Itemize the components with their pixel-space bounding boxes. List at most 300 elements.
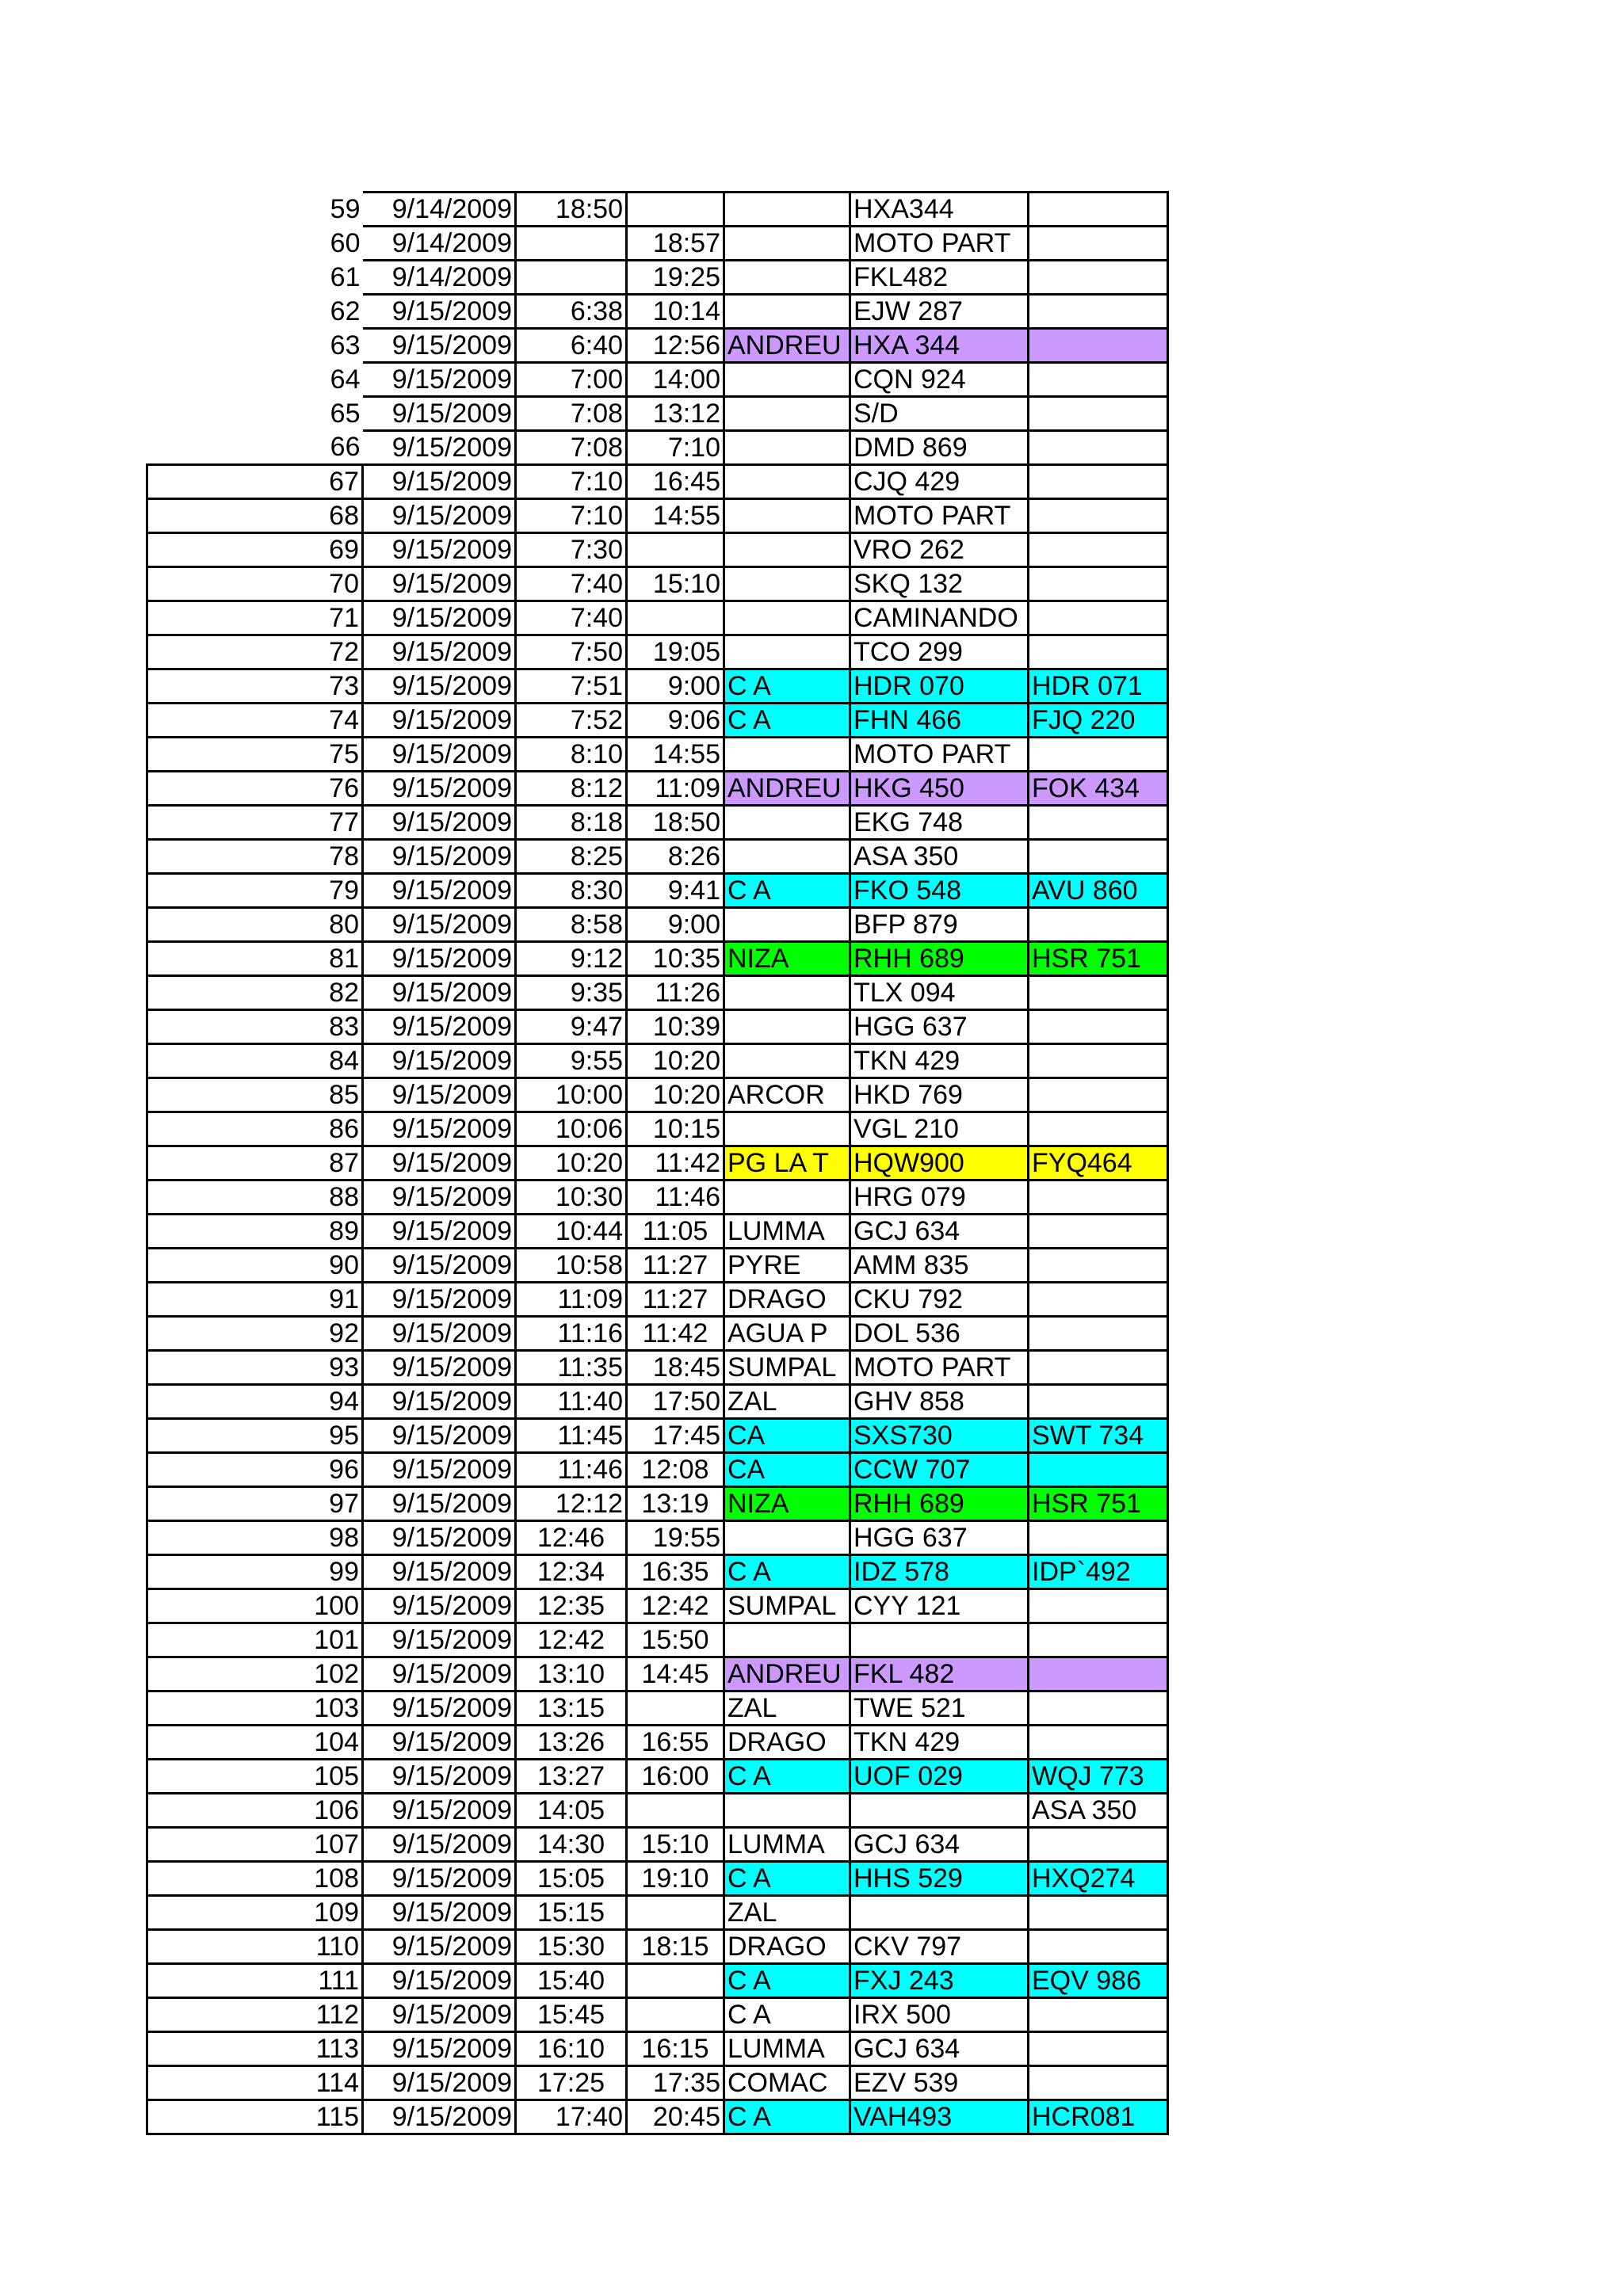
- row-number-cell: 90: [147, 1249, 363, 1283]
- plate-cell: TLX 094: [850, 976, 1029, 1010]
- plate-cell: [850, 1896, 1029, 1930]
- secondary-plate-cell: [1029, 1044, 1168, 1078]
- company-cell: [724, 499, 850, 533]
- row-number-cell: 102: [147, 1657, 363, 1691]
- secondary-plate-cell: [1029, 1385, 1168, 1419]
- row-number-cell: 82: [147, 976, 363, 1010]
- entry-time-cell: 17:40: [516, 2100, 627, 2134]
- date-cell: 9/15/2009: [363, 1691, 516, 1726]
- table-row: [147, 1146, 1168, 1180]
- table-row: [147, 465, 1168, 499]
- plate-cell: CCW 707: [850, 1453, 1029, 1487]
- plate-cell: CQN 924: [850, 363, 1029, 397]
- company-cell: [724, 227, 850, 261]
- entry-time-cell: 11:16: [516, 1317, 627, 1351]
- date-cell: 9/15/2009: [363, 1010, 516, 1044]
- secondary-plate-cell: [1029, 465, 1168, 499]
- row-number-cell: 114: [147, 2066, 363, 2100]
- entry-time-cell: 9:47: [516, 1010, 627, 1044]
- exit-time-cell: 10:20: [627, 1078, 724, 1112]
- row-number-cell: 67: [147, 465, 363, 499]
- exit-time-cell: 11:26: [627, 976, 724, 1010]
- secondary-plate-cell: [1029, 1215, 1168, 1249]
- company-cell: NIZA: [724, 1487, 850, 1521]
- company-cell: CA: [724, 1453, 850, 1487]
- secondary-plate-cell: [1029, 295, 1168, 329]
- exit-time-cell: 16:15: [627, 2032, 724, 2066]
- entry-time-cell: 8:10: [516, 738, 627, 772]
- table-row: [147, 1930, 1168, 1964]
- entry-time-cell: 12:34: [516, 1555, 627, 1589]
- date-cell: 9/15/2009: [363, 1317, 516, 1351]
- table-row: [147, 533, 1168, 567]
- exit-time-cell: 8:26: [627, 840, 724, 874]
- table-row: [147, 431, 1168, 465]
- exit-time-cell: [627, 1896, 724, 1930]
- exit-time-cell: [627, 1964, 724, 1998]
- exit-time-cell: 9:00: [627, 669, 724, 704]
- entry-time-cell: [516, 227, 627, 261]
- date-cell: 9/15/2009: [363, 295, 516, 329]
- company-cell: C A: [724, 704, 850, 738]
- exit-time-cell: 16:55: [627, 1726, 724, 1760]
- table-row: [147, 1555, 1168, 1589]
- row-number-cell: 106: [147, 1794, 363, 1828]
- exit-time-cell: [627, 1998, 724, 2032]
- company-cell: [724, 1180, 850, 1215]
- date-cell: 9/15/2009: [363, 1453, 516, 1487]
- plate-cell: TCO 299: [850, 635, 1029, 669]
- entry-time-cell: [516, 261, 627, 295]
- table-row: [147, 1862, 1168, 1896]
- entry-time-cell: 7:30: [516, 533, 627, 567]
- exit-time-cell: 11:42: [627, 1146, 724, 1180]
- date-cell: 9/15/2009: [363, 1998, 516, 2032]
- date-cell: 9/15/2009: [363, 1862, 516, 1896]
- secondary-plate-cell: [1029, 1283, 1168, 1317]
- secondary-plate-cell: FOK 434: [1029, 772, 1168, 806]
- company-cell: ANDREU: [724, 772, 850, 806]
- entry-time-cell: 7:50: [516, 635, 627, 669]
- plate-cell: UOF 029: [850, 1760, 1029, 1794]
- secondary-plate-cell: [1029, 1453, 1168, 1487]
- date-cell: 9/15/2009: [363, 1044, 516, 1078]
- row-number-cell: 110: [147, 1930, 363, 1964]
- row-number-cell: 63: [330, 330, 361, 360]
- entry-time-cell: 7:40: [516, 567, 627, 601]
- secondary-plate-cell: [1029, 601, 1168, 635]
- date-cell: 9/14/2009: [363, 193, 516, 227]
- plate-cell: RHH 689: [850, 942, 1029, 976]
- row-number-cell: 113: [147, 2032, 363, 2066]
- date-cell: 9/15/2009: [363, 1930, 516, 1964]
- company-cell: ZAL: [724, 1691, 850, 1726]
- row-number-cell: 68: [147, 499, 363, 533]
- plate-cell: MOTO PART: [850, 227, 1029, 261]
- exit-time-cell: [627, 1691, 724, 1726]
- date-cell: 9/15/2009: [363, 2100, 516, 2134]
- secondary-plate-cell: HSR 751: [1029, 942, 1168, 976]
- table-row: [147, 1896, 1168, 1930]
- table-row: [147, 329, 1168, 363]
- table-row: [147, 397, 1168, 431]
- row-number-cell: 83: [147, 1010, 363, 1044]
- secondary-plate-cell: [1029, 1112, 1168, 1146]
- exit-time-cell: 16:45: [627, 465, 724, 499]
- secondary-plate-cell: [1029, 2032, 1168, 2066]
- date-cell: 9/15/2009: [363, 1896, 516, 1930]
- entry-time-cell: 8:58: [516, 908, 627, 942]
- row-number-cell: 111: [147, 1964, 363, 1998]
- company-cell: AGUA P: [724, 1317, 850, 1351]
- plate-cell: EKG 748: [850, 806, 1029, 840]
- secondary-plate-cell: AVU 860: [1029, 874, 1168, 908]
- entry-time-cell: 7:51: [516, 669, 627, 704]
- table-row: [147, 295, 1168, 329]
- table-row: [147, 840, 1168, 874]
- secondary-plate-cell: [1029, 1998, 1168, 2032]
- secondary-plate-cell: [1029, 1180, 1168, 1215]
- company-cell: [724, 431, 850, 465]
- company-cell: DRAGO: [724, 1283, 850, 1317]
- secondary-plate-cell: [1029, 1078, 1168, 1112]
- table-row: [147, 874, 1168, 908]
- entry-time-cell: 10:06: [516, 1112, 627, 1146]
- table-row: [147, 976, 1168, 1010]
- company-cell: [724, 635, 850, 669]
- date-cell: 9/15/2009: [363, 1828, 516, 1862]
- plate-cell: CAMINANDO: [850, 601, 1029, 635]
- secondary-plate-cell: [1029, 1010, 1168, 1044]
- secondary-plate-cell: [1029, 1896, 1168, 1930]
- secondary-plate-cell: [1029, 567, 1168, 601]
- plate-cell: TWE 521: [850, 1691, 1029, 1726]
- company-cell: C A: [724, 1555, 850, 1589]
- row-number-cell: 100: [147, 1589, 363, 1623]
- plate-cell: AMM 835: [850, 1249, 1029, 1283]
- entry-time-cell: 7:08: [516, 397, 627, 431]
- row-number-cell: 89: [147, 1215, 363, 1249]
- row-number-cell: 115: [147, 2100, 363, 2134]
- secondary-plate-cell: [1029, 1726, 1168, 1760]
- date-cell: 9/15/2009: [363, 1385, 516, 1419]
- company-cell: [724, 806, 850, 840]
- entry-time-cell: 10:00: [516, 1078, 627, 1112]
- row-number-cell: 97: [147, 1487, 363, 1521]
- exit-time-cell: 19:55: [627, 1521, 724, 1555]
- row-number-cell: 81: [147, 942, 363, 976]
- table-row: [147, 1521, 1168, 1555]
- plate-cell: VRO 262: [850, 533, 1029, 567]
- plate-cell: DOL 536: [850, 1317, 1029, 1351]
- table-row: [147, 2066, 1168, 2100]
- table-row: [147, 738, 1168, 772]
- row-number-cell: 101: [147, 1623, 363, 1657]
- plate-cell: CYY 121: [850, 1589, 1029, 1623]
- secondary-plate-cell: [1029, 1589, 1168, 1623]
- date-cell: 9/15/2009: [363, 1180, 516, 1215]
- table-row: [147, 1828, 1168, 1862]
- row-number-cell: 92: [147, 1317, 363, 1351]
- plate-cell: SXS730: [850, 1419, 1029, 1453]
- secondary-plate-cell: [1029, 533, 1168, 567]
- row-number-cell: 70: [147, 567, 363, 601]
- plate-cell: EJW 287: [850, 295, 1029, 329]
- table-body: [147, 193, 1168, 2134]
- date-cell: 9/15/2009: [363, 329, 516, 363]
- date-cell: 9/15/2009: [363, 1760, 516, 1794]
- row-number-cell: 88: [147, 1180, 363, 1215]
- date-cell: 9/15/2009: [363, 1419, 516, 1453]
- date-cell: 9/15/2009: [363, 772, 516, 806]
- company-cell: ANDREU: [724, 329, 850, 363]
- table-row: [147, 499, 1168, 533]
- secondary-plate-cell: HXQ274: [1029, 1862, 1168, 1896]
- plate-cell: HDR 070: [850, 669, 1029, 704]
- exit-time-cell: 18:57: [627, 227, 724, 261]
- row-number-cell: 87: [147, 1146, 363, 1180]
- plate-cell: MOTO PART: [850, 499, 1029, 533]
- exit-time-cell: 15:10: [627, 1828, 724, 1862]
- row-number-cell: 96: [147, 1453, 363, 1487]
- company-cell: [724, 193, 850, 227]
- entry-time-cell: 9:55: [516, 1044, 627, 1078]
- exit-time-cell: 12:42: [627, 1589, 724, 1623]
- row-number-cell: 75: [147, 738, 363, 772]
- table-row: [147, 635, 1168, 669]
- date-cell: 9/15/2009: [363, 431, 516, 465]
- exit-time-cell: [627, 1794, 724, 1828]
- plate-cell: ASA 350: [850, 840, 1029, 874]
- company-cell: LUMMA: [724, 2032, 850, 2066]
- plate-cell: HGG 637: [850, 1010, 1029, 1044]
- company-cell: [724, 1112, 850, 1146]
- entry-time-cell: 9:12: [516, 942, 627, 976]
- exit-time-cell: 20:45: [627, 2100, 724, 2134]
- table-row: [147, 1760, 1168, 1794]
- exit-time-cell: 18:50: [627, 806, 724, 840]
- plate-cell: GCJ 634: [850, 1828, 1029, 1862]
- row-number-cell: 69: [147, 533, 363, 567]
- date-cell: 9/15/2009: [363, 874, 516, 908]
- row-number-cell: 61: [330, 262, 361, 292]
- exit-time-cell: [627, 533, 724, 567]
- company-cell: [724, 840, 850, 874]
- company-cell: [724, 601, 850, 635]
- date-cell: 9/15/2009: [363, 1283, 516, 1317]
- entry-time-cell: 7:10: [516, 499, 627, 533]
- plate-cell: FXJ 243: [850, 1964, 1029, 1998]
- table-row: [147, 1589, 1168, 1623]
- company-cell: [724, 976, 850, 1010]
- exit-time-cell: 9:41: [627, 874, 724, 908]
- exit-time-cell: 11:42: [627, 1317, 724, 1351]
- exit-time-cell: 11:05: [627, 1215, 724, 1249]
- exit-time-cell: 19:10: [627, 1862, 724, 1896]
- company-cell: SUMPAL: [724, 1351, 850, 1385]
- entry-time-cell: 8:12: [516, 772, 627, 806]
- date-cell: 9/15/2009: [363, 1657, 516, 1691]
- plate-cell: GCJ 634: [850, 2032, 1029, 2066]
- entry-time-cell: 14:30: [516, 1828, 627, 1862]
- date-cell: 9/15/2009: [363, 635, 516, 669]
- exit-time-cell: 10:20: [627, 1044, 724, 1078]
- row-number-cell: 71: [147, 601, 363, 635]
- plate-cell: TKN 429: [850, 1044, 1029, 1078]
- company-cell: DRAGO: [724, 1726, 850, 1760]
- entry-time-cell: 16:10: [516, 2032, 627, 2066]
- company-cell: PG LA T: [724, 1146, 850, 1180]
- row-number-cell: 77: [147, 806, 363, 840]
- table-row: [147, 567, 1168, 601]
- company-cell: C A: [724, 1998, 850, 2032]
- table-row: [147, 1964, 1168, 1998]
- secondary-plate-cell: [1029, 329, 1168, 363]
- secondary-plate-cell: [1029, 806, 1168, 840]
- entry-time-cell: 11:45: [516, 1419, 627, 1453]
- plate-cell: FKO 548: [850, 874, 1029, 908]
- table-row: [147, 908, 1168, 942]
- exit-time-cell: [627, 601, 724, 635]
- company-cell: C A: [724, 1862, 850, 1896]
- exit-time-cell: 19:25: [627, 261, 724, 295]
- plate-cell: HXA 344: [850, 329, 1029, 363]
- plate-cell: FKL482: [850, 261, 1029, 295]
- date-cell: 9/15/2009: [363, 1521, 516, 1555]
- table-row: [147, 1453, 1168, 1487]
- date-cell: 9/15/2009: [363, 704, 516, 738]
- date-cell: 9/15/2009: [363, 363, 516, 397]
- secondary-plate-cell: [1029, 1521, 1168, 1555]
- company-cell: [724, 295, 850, 329]
- row-number-cell: 72: [147, 635, 363, 669]
- date-cell: 9/15/2009: [363, 2032, 516, 2066]
- company-cell: NIZA: [724, 942, 850, 976]
- table-row: [147, 2100, 1168, 2134]
- row-number-cell: 62: [330, 296, 361, 326]
- table-row: [147, 1487, 1168, 1521]
- plate-cell: [850, 1794, 1029, 1828]
- table-row: [147, 1112, 1168, 1146]
- entry-time-cell: 15:05: [516, 1862, 627, 1896]
- company-cell: [724, 908, 850, 942]
- row-number-cell: 79: [147, 874, 363, 908]
- entry-time-cell: 13:15: [516, 1691, 627, 1726]
- plate-cell: GCJ 634: [850, 1215, 1029, 1249]
- plate-cell: HKG 450: [850, 772, 1029, 806]
- entry-time-cell: 13:27: [516, 1760, 627, 1794]
- secondary-plate-cell: ASA 350: [1029, 1794, 1168, 1828]
- company-cell: [724, 567, 850, 601]
- entry-time-cell: 11:46: [516, 1453, 627, 1487]
- date-cell: 9/15/2009: [363, 1215, 516, 1249]
- company-cell: ARCOR: [724, 1078, 850, 1112]
- secondary-plate-cell: [1029, 193, 1168, 227]
- secondary-plate-cell: [1029, 1351, 1168, 1385]
- entry-time-cell: 7:08: [516, 431, 627, 465]
- row-number-cell: 99: [147, 1555, 363, 1589]
- date-cell: 9/15/2009: [363, 1146, 516, 1180]
- entry-time-cell: 10:44: [516, 1215, 627, 1249]
- entry-time-cell: 9:35: [516, 976, 627, 1010]
- table-row: [147, 227, 1168, 261]
- row-number-cell: 95: [147, 1419, 363, 1453]
- plate-cell: MOTO PART: [850, 1351, 1029, 1385]
- company-cell: [724, 738, 850, 772]
- company-cell: ZAL: [724, 1385, 850, 1419]
- date-cell: 9/15/2009: [363, 976, 516, 1010]
- table-row: [147, 1317, 1168, 1351]
- plate-cell: MOTO PART: [850, 738, 1029, 772]
- company-cell: CA: [724, 1419, 850, 1453]
- table-row: [147, 1044, 1168, 1078]
- exit-time-cell: 17:45: [627, 1419, 724, 1453]
- date-cell: 9/15/2009: [363, 499, 516, 533]
- entry-time-cell: 7:00: [516, 363, 627, 397]
- company-cell: PYRE: [724, 1249, 850, 1283]
- entry-time-cell: 10:58: [516, 1249, 627, 1283]
- plate-cell: TKN 429: [850, 1726, 1029, 1760]
- company-cell: COMAC: [724, 2066, 850, 2100]
- secondary-plate-cell: [1029, 976, 1168, 1010]
- row-number-cell: 93: [147, 1351, 363, 1385]
- row-number-cell: 91: [147, 1283, 363, 1317]
- table-row: [147, 806, 1168, 840]
- plate-cell: VAH493: [850, 2100, 1029, 2134]
- row-number-cell: 85: [147, 1078, 363, 1112]
- entry-time-cell: 11:40: [516, 1385, 627, 1419]
- plate-cell: CJQ 429: [850, 465, 1029, 499]
- row-number-cell: 84: [147, 1044, 363, 1078]
- company-cell: LUMMA: [724, 1215, 850, 1249]
- row-number-cell: 65: [330, 399, 361, 429]
- table-row: [147, 601, 1168, 635]
- company-cell: [724, 261, 850, 295]
- company-cell: ANDREU: [724, 1657, 850, 1691]
- table-row: [147, 669, 1168, 704]
- row-number-cell: 80: [147, 908, 363, 942]
- plate-cell: GHV 858: [850, 1385, 1029, 1419]
- secondary-plate-cell: [1029, 397, 1168, 431]
- entry-time-cell: 7:10: [516, 465, 627, 499]
- row-number-cell: 107: [147, 1828, 363, 1862]
- exit-time-cell: 9:06: [627, 704, 724, 738]
- row-number-cell: 94: [147, 1385, 363, 1419]
- date-cell: 9/15/2009: [363, 669, 516, 704]
- plate-cell: HKD 769: [850, 1078, 1029, 1112]
- table-row: [147, 1726, 1168, 1760]
- company-cell: C A: [724, 669, 850, 704]
- table-row: [147, 1351, 1168, 1385]
- plate-cell: HRG 079: [850, 1180, 1029, 1215]
- table-row: [147, 1691, 1168, 1726]
- secondary-plate-cell: [1029, 840, 1168, 874]
- secondary-plate-cell: [1029, 227, 1168, 261]
- date-cell: 9/15/2009: [363, 840, 516, 874]
- entry-time-cell: 13:26: [516, 1726, 627, 1760]
- table-row: [147, 1010, 1168, 1044]
- entry-time-cell: 8:30: [516, 874, 627, 908]
- entry-time-cell: 15:40: [516, 1964, 627, 1998]
- company-cell: SUMPAL: [724, 1589, 850, 1623]
- secondary-plate-cell: [1029, 738, 1168, 772]
- secondary-plate-cell: [1029, 635, 1168, 669]
- entry-time-cell: 12:12: [516, 1487, 627, 1521]
- company-cell: C A: [724, 2100, 850, 2134]
- table-row: [147, 1215, 1168, 1249]
- exit-time-cell: 11:09: [627, 772, 724, 806]
- row-number-cell: 98: [147, 1521, 363, 1555]
